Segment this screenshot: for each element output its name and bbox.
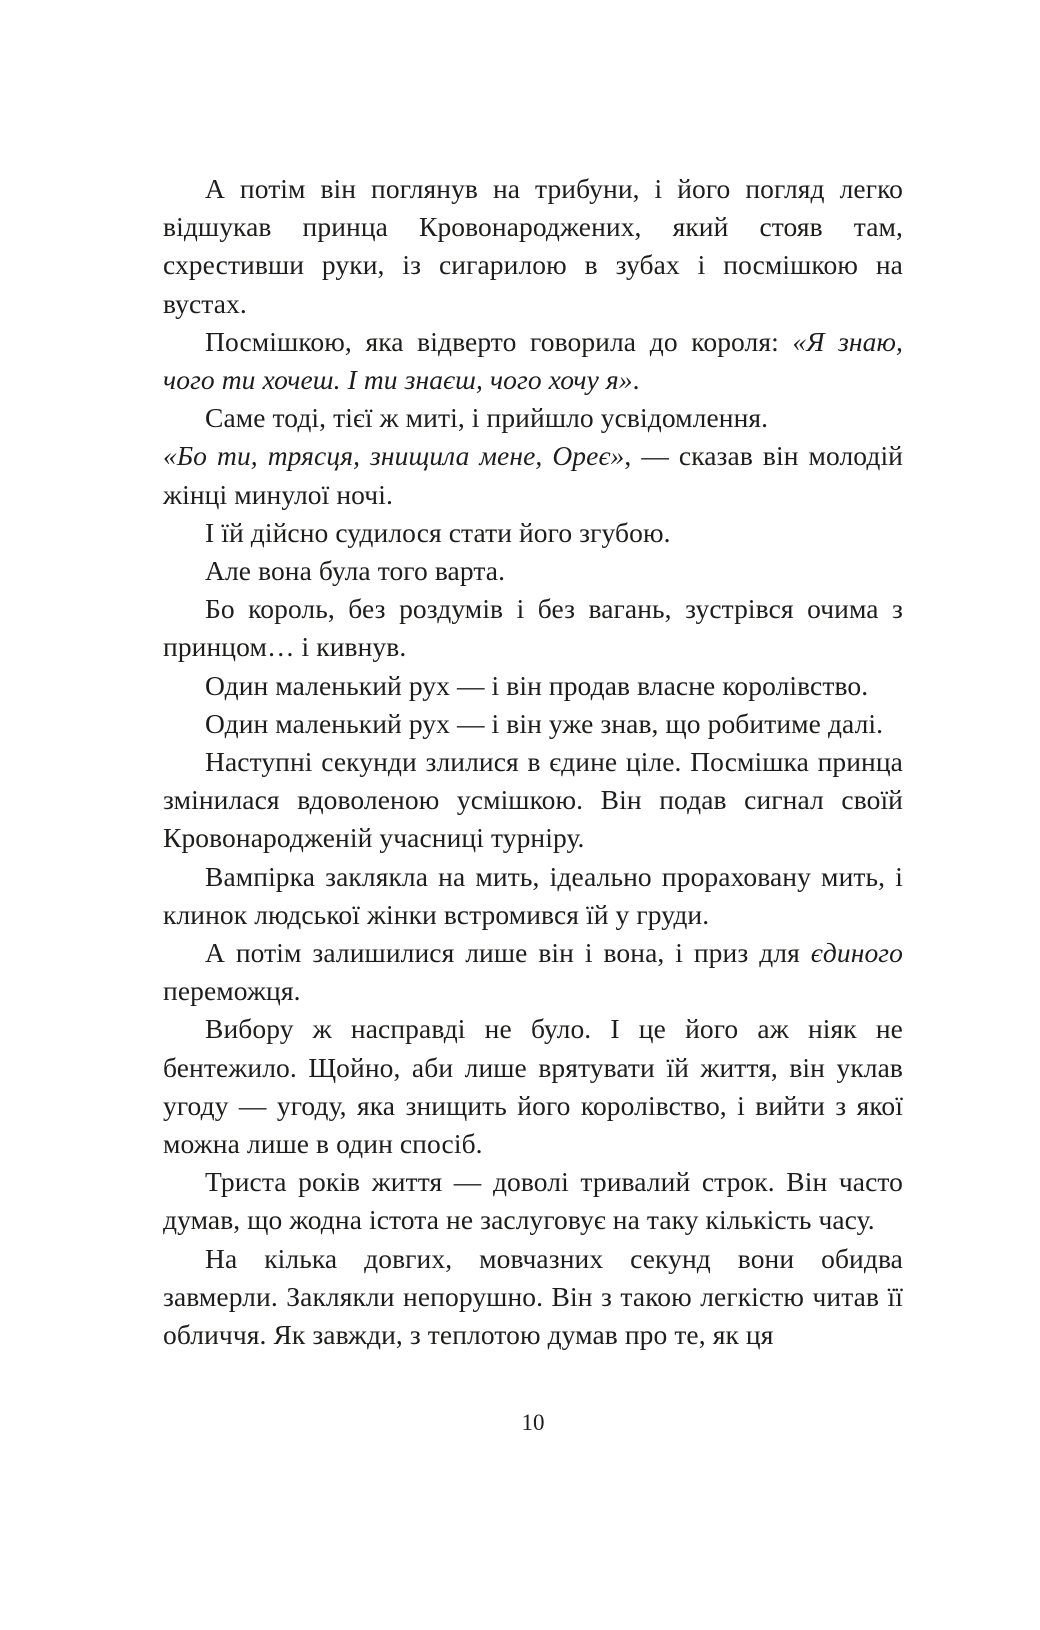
text-run: Бо король, без роздумів і без вагань, зустрівся очима з принцом… і кивнув.: [163, 593, 903, 663]
paragraph: [163, 323, 903, 399]
text-run: Триста років життя — доволі тривалий строк. Він часто думав, що жодна істота не заслуговує на таку кількість часу.: [163, 1166, 903, 1236]
paragraph: [163, 552, 903, 590]
paragraph: [163, 1240, 903, 1355]
text-run: Але вона була того варта.: [205, 555, 506, 587]
text-run: Вибору ж насправді не було. І це його аж ніяк не бентежило. Щойно, аби лише врятувати їй життя, він уклав угоду — угоду, яка знищить його королівство, і вийти з якої можна лише в один спосіб.: [163, 1013, 903, 1160]
italic-text-run: єдиного: [810, 937, 903, 969]
paragraph: [163, 858, 903, 934]
paragraph: [163, 437, 903, 513]
text-run: , — сказав він молодій жінці минулої ночі.: [163, 440, 903, 510]
paragraph: [163, 170, 903, 323]
text-run: Саме тоді, тієї ж миті, і прийшло усвідомлення.: [205, 402, 769, 434]
text-run: На кілька довгих, мовчазних секунд вони обидва завмерли. Заклякли непорушно. Він з такою легкістю читав її обличчя. Як завжди, з теплотою думав про те, як ця: [163, 1242, 903, 1351]
text-run: Наступні секунди злилися в єдине ціле. Посмішка принца змінилася вдоволеною усмішкою. Він подав сигнал своїй Кровонародженій учасниці турніру.: [163, 746, 903, 854]
text-run: Посмішкою, яка відверто говорила до короля:: [205, 325, 793, 357]
text-run: Один маленький рух — і він продав власне королівство.: [205, 669, 869, 701]
text-run: Один маленький рух — і він уже знав, що робитиме далі.: [205, 707, 884, 739]
paragraph: [163, 743, 903, 858]
page-number: 10: [521, 1410, 545, 1435]
body-text: [163, 170, 903, 1354]
paragraph: [163, 514, 903, 552]
text-run: А потім він поглянув на трибуни, і його погляд легко відшукав принца Кровонароджених, який стояв там, схрестивши руки, із сигарилою в зубах і посмішкою на вустах.: [163, 173, 903, 319]
italic-text-run: «Я знаю, чого ти хочеш. І ти знаєш, чого хочу я»: [163, 325, 903, 396]
paragraph: [163, 1010, 903, 1163]
paragraph: [163, 705, 903, 743]
paragraph: [163, 590, 903, 666]
paragraph: [163, 1163, 903, 1239]
text-run: А потім залишилися лише він і вона, і приз для: [205, 937, 811, 969]
paragraph: [163, 667, 903, 705]
text-run: переможця.: [163, 975, 301, 1007]
italic-text-run: «Бо ти, трясця, знищила мене, Ореє»: [163, 440, 625, 472]
paragraph: [163, 399, 903, 437]
text-run: І їй дійсно судилося стати його згубою.: [205, 516, 671, 548]
paragraph: [163, 934, 903, 1010]
text-run: Вампірка заклякла на мить, ідеально прораховану мить, і клинок людської жінки встромився їй у груди.: [163, 860, 903, 930]
text-run: .: [632, 364, 640, 396]
